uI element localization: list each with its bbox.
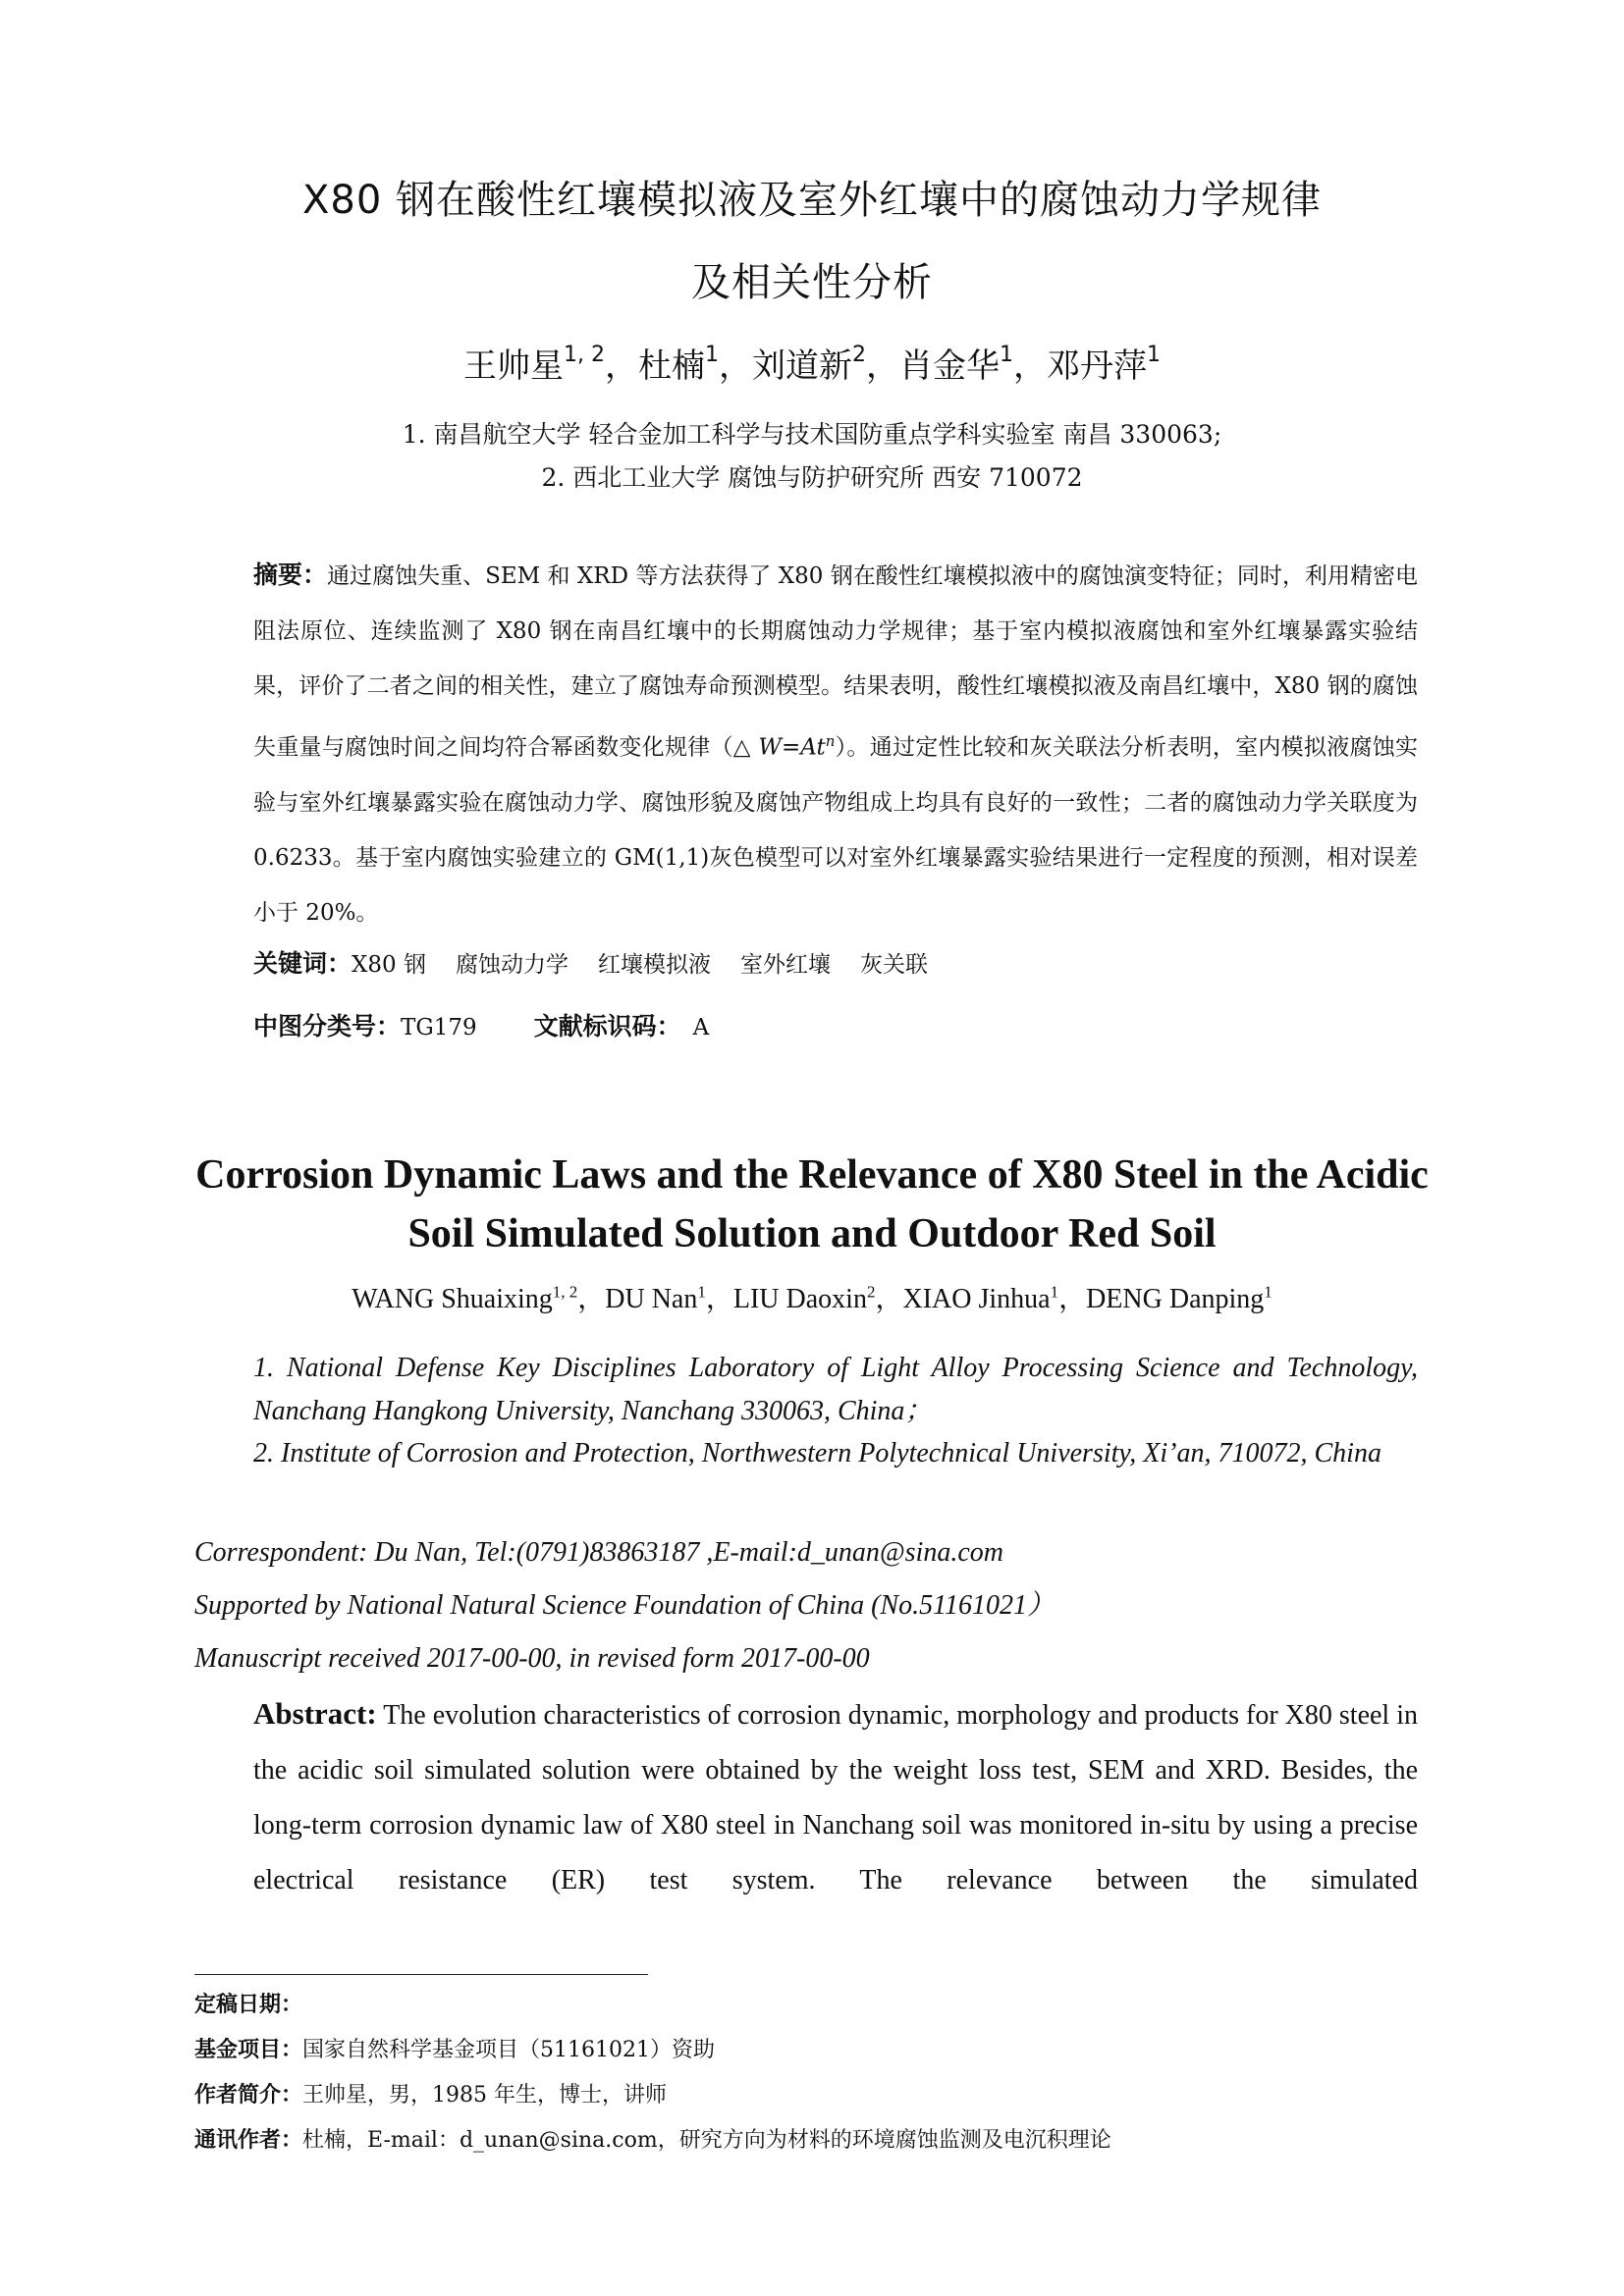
supported-line: Supported by National Natural Science Foundation of China (No.51161021） bbox=[194, 1590, 1055, 1621]
clc-label: 中图分类号： bbox=[253, 1012, 402, 1041]
en-affiliation-2: 2. Institute of Corrosion and Protection, Northwestern Polytechnical University, Xi’an, 710072, China bbox=[253, 1438, 1381, 1468]
footnote-corresponding: 通讯作者：杜楠，E-mail：d_unan@sina.com，研究方向为材料的环境腐蚀监测及电沉积理论 bbox=[194, 2128, 1111, 2153]
en-abstract bbox=[253, 1686, 1418, 1908]
en-title-line2: Soil Simulated Solution and Outdoor Red Soil bbox=[407, 1211, 1217, 1256]
keyword: 红壤模拟液 bbox=[597, 952, 711, 978]
en-title-line1: Corrosion Dynamic Laws and the Relevance of X80 Steel in the Acidic bbox=[195, 1152, 1429, 1198]
cn-authors bbox=[0, 342, 1624, 386]
correspondent-line: Correspondent: Du Nan, Tel:(0791)83863187 ,E-mail:d_unan@sina.com bbox=[194, 1537, 1003, 1568]
clc-value: TG179 bbox=[401, 1015, 477, 1041]
cn-keywords bbox=[253, 944, 1418, 980]
footnote-date: 定稿日期： bbox=[194, 1993, 303, 2017]
en-author: XIAO Jinhua$^1$， bbox=[902, 1282, 1087, 1314]
cn-title-line1: X80 钢在酸性红壤模拟液及室外红壤中的腐蚀动力学规律 bbox=[301, 178, 1322, 223]
en-affiliation-1: 1. National Defense Key Disciplines Laboratory of Light Alloy Processing Science and Technology, Nanchang Hangkong University, Nanchang 330063, China； bbox=[253, 1353, 1418, 1426]
cn-abstract-formula-exp: n bbox=[825, 732, 836, 750]
cn-abstract bbox=[253, 548, 1418, 940]
en-abstract-label: Abstract: bbox=[253, 1696, 377, 1731]
doc-code-label: 文献标识码： bbox=[533, 1012, 681, 1041]
footnote-author: 作者简介：王帅星，男，1985 年生，博士，讲师 bbox=[194, 2083, 667, 2108]
en-author: LIU Daoxin$^2$， bbox=[732, 1282, 903, 1314]
keyword: 腐蚀动力学 bbox=[455, 952, 568, 978]
cn-abstract-text: 通过腐蚀失重、SEM 和 XRD 等方法获得了 X80 钢在酸性红壤模拟液中的腐蚀演变特征；同时，利用精密电阻法原位、连续监测了 X80 钢在南昌红壤中的长期腐蚀动力学规律；基于室内模拟液腐蚀和室外红壤暴露实验结果，评价了二者之间的相关性，建立了腐蚀寿命预测模型。结果表明，酸性红壤模拟液及南昌红壤中，X80 钢的腐蚀失重量与腐蚀时间之间均符合幂函数变化规律（ bbox=[253, 563, 1418, 761]
cn-affiliation-2: 2. 西北工业大学 腐蚀与防护研究所 西安 710072 bbox=[541, 463, 1083, 492]
keyword: 室外红壤 bbox=[739, 952, 831, 978]
keyword: X80 钢 bbox=[352, 952, 426, 978]
cn-abstract-text-2: ）。通过定性比较和灰关联法分析表明，室内模拟液腐蚀实验与室外红壤暴露实验在腐蚀动力学、腐蚀形貌及腐蚀产物组成上均具有良好的一致性；二者的腐蚀动力学关联度为 0.6233。基于室内腐蚀实验建立的 GM(1,1)灰色模型可以对室外红壤暴露实验结果进行一定程度的预测，相对误差小于 20%。 bbox=[253, 734, 1419, 926]
en-author: WANG Shuaixing$^{1, 2}$， bbox=[352, 1282, 606, 1314]
en-author: DENG Danping$^1$ bbox=[1086, 1282, 1272, 1314]
en-author: DU Nan$^1$， bbox=[605, 1282, 733, 1314]
footnote-fund: 基金项目：国家自然科学基金项目（51161021）资助 bbox=[194, 2038, 715, 2062]
cn-author: 刘道新$^2$， bbox=[751, 342, 899, 386]
keyword: 灰关联 bbox=[859, 952, 928, 978]
manuscript-line: Manuscript received 2017-00-00, in revised form 2017-00-00 bbox=[194, 1643, 870, 1674]
cn-classification bbox=[253, 1007, 1418, 1042]
cn-author: 杜楠$^1$， bbox=[637, 342, 752, 386]
cn-affiliation-1: 1. 南昌航空大学 轻合金加工科学与技术国防重点学科实验室 南昌 330063; bbox=[402, 420, 1222, 449]
doc-code-value: A bbox=[692, 1015, 710, 1041]
en-authors bbox=[0, 1282, 1624, 1314]
cn-author: 邓丹萍$^1$ bbox=[1046, 342, 1161, 386]
en-abstract-text: The evolution characteristics of corrosion dynamic, morphology and products for X80 steel in the acidic soil simulated solution were obtained by the weight loss test, SEM and XRD. Besides, the long-term corrosion dynamic law of X80 steel in Nanchang soil was monitored in-situ by using a precise electrical resistance (ER) test system. The relevance between the simulated bbox=[253, 1700, 1418, 1896]
cn-author: 肖金华$^1$， bbox=[898, 342, 1047, 386]
cn-abstract-label: 摘要： bbox=[253, 561, 328, 589]
cn-author: 王帅星$^{1, 2}$， bbox=[463, 342, 638, 386]
cn-keywords-label: 关键词： bbox=[253, 949, 352, 978]
footnote-rule bbox=[194, 1974, 648, 1975]
cn-title-line2: 及相关性分析 bbox=[691, 260, 933, 305]
cn-abstract-formula: △ W=At bbox=[732, 734, 826, 761]
